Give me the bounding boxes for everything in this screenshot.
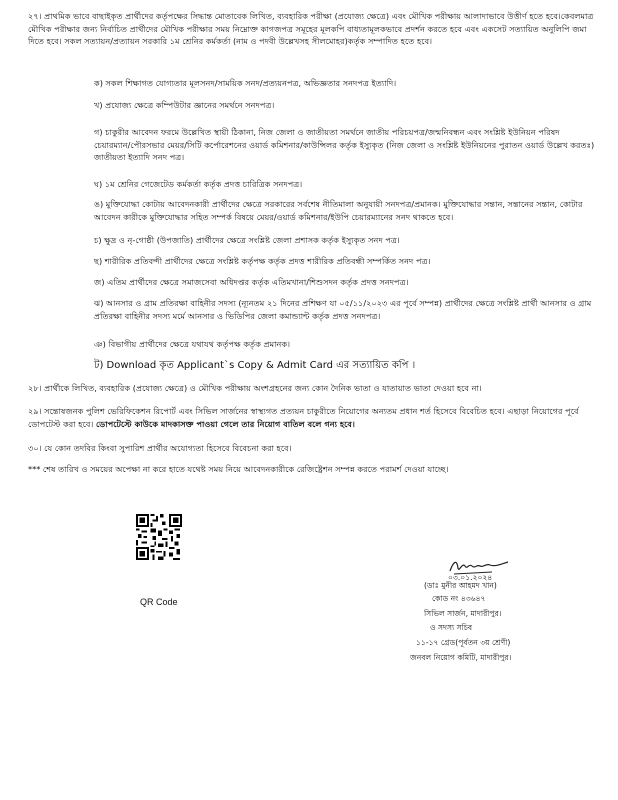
item-nio: ঞ) বিভাগীয় প্রার্থীদের ক্ষেত্রে যথাযথ কর্তৃপক্ষ কর্তৃক প্রমানক। bbox=[94, 339, 291, 349]
clause-29-dope-warning: ডোপটেস্টে কাউকে মাদকাসক্ত পাওয়া গেলে তার নিয়োগ বাতিল বলে গন্য হবে। bbox=[95, 418, 355, 429]
clause-30: ৩০। যে কোন তদবির কিংবা সুপারিশ প্রার্থীর অযোগ্যতা হিসেবে বিবেচনা করা হবে। bbox=[28, 443, 292, 453]
qr-code-caption: QR Code bbox=[140, 597, 178, 607]
item-cha: ছ) শারীরিক প্রতিবন্দী প্রার্থীদের ক্ষেত্রে সংশ্লিষ্ট কর্তৃপক্ষ কর্তৃক প্রদত্ত শারীরিক প্রতিবন্ধী সম্পর্কিত সনদ পত্র। bbox=[94, 256, 431, 266]
item-jha: ঝ) আনসার ও গ্রাম প্রতিরক্ষা বাহিনীর সদস্য (ন্যূনতম ২১ দিনের প্রশিক্ষণ যা ০৫/১১/২০২৩ এর পূর্বে সম্পন্ন) প্রার্থীদের ক্ষেত্রে সংশ্লিষ্ট প্রার্থী আনসার ও গ্রাম প্রতিরক্ষা বাহিনীর সদস্য মর্মে আনসার ও ভিডিপির জেলা কমান্ড্যান্ট কর্তৃক প্রদত্ত সনদপত্র। bbox=[94, 298, 592, 321]
qr-code-image bbox=[136, 514, 182, 560]
signature-date: ০৩.০১.২০২৪ bbox=[448, 573, 493, 582]
clause-27: ২৭। প্রাথমিক ভাবে বাছাইকৃত প্রার্থীদের কর্তৃপক্ষের সিদ্ধান্ত মোতাবেক লিখিত, ব্যবহারিক পরীক্ষা (প্রযোজ্য ক্ষেত্রে) এবং মৌখিক পরীক্ষায় আলাদাভাবে উত্তীর্ণ হতে হবে।কেবলমাত্র মৌখিক পরীক্ষার জন্য নির্বাচিত প্রার্থীদের মৌখিক পরীক্ষার সময় নিম্নোক্ত কাগজপত্র সমূহের মূলকপি বাধ্যতামূলকভাবে প্রদর্শন করতে হবে এবং একসেট সত্যায়িত অনুলিপি জমা দিতে হবে। সকল সত্যায়ন/প্রত্যায়ন সরকারি ১ম শ্রেনির কর্মকর্তা (নাম ও পদবী উল্লেখসহ সীলমোহর)কর্তৃক সম্পাদিত হতে হবে। bbox=[28, 11, 594, 47]
signatory-title: সিভিল সার্জন, মাদারীপুর। bbox=[424, 609, 502, 618]
item-uo: ঙ) মুক্তিযোদ্ধা কোটায় আবেদনকারী প্রার্থীদের ক্ষেত্রে সরকারের সর্বশেষ নীতিমালা অনুযায়ী সনদপত্র/প্রমানক। মুক্তিযোদ্ধার সন্তান, সন্তানের সন্তান, কোটার আবেদন কারীকে মুক্তিযোদ্ধার সহিত সম্পর্ক বিষয়ে মেয়র/ওয়ার্ড কমিশনার/ইউপি চেয়ারম্যানের সনদ থাকতে হবে। bbox=[94, 199, 583, 222]
signatory-name: (ডাঃ মুনীর আহমদ খান) bbox=[424, 581, 497, 590]
clause-29-text: ২৯। সন্তোষজনক পুলিশ ভেরিফিকেশন রিপোর্ট এবং সিভিল সার্জনের স্বাস্থ্যগত প্রত্যয়ন চাকুরীতে নিয়োগের অন্যতম প্রধান শর্ত হিসেবে বিবেচিত হবে। এছাড়া নিয়োগের পূর্বে ডোপটেস্ট করা হবে। bbox=[28, 406, 579, 429]
signatory-grade: ১১-১৭ গ্রেড(পূর্বতন ৩য় শ্রেণী) bbox=[416, 638, 511, 647]
item-ca: চ) ক্ষুদ্র ও নৃ-গোষ্ঠী (উপজাতি) প্রার্থীদের ক্ষেত্রে সংশ্লিষ্ট জেলা প্রশাসক কর্তৃক ইস্যুকৃত সনদ পত্র। bbox=[94, 235, 400, 245]
signatory-committee: জনবল নিয়োগ কমিটি, মাদারীপুর। bbox=[410, 653, 512, 662]
clause-29 bbox=[28, 405, 598, 430]
item-ta: ট) Download কৃত Applicant`s Copy & Admit Card এর সত্যায়িত কপি । bbox=[94, 360, 416, 371]
item-ga: গ) চাকুরীর আবেদন ফরমে উল্লেখিত স্থায়ী ঠিকানা, নিজ জেলা ও জাতীয়তা সমর্থনে জাতীয় পরিচয়পত্র/জন্মনিবন্ধন এবং সংশ্লিষ্ট ইউনিয়ন পরিষদ চেয়ারম্যান/পৌরসভার মেয়র/সিটি কর্পোরেশনের ওয়ার্ড কমিশনার/কাউন্সিলর কর্তৃক ইস্যুকৃত (নিজ জেলা ও সংশ্লিষ্ট ইউনিয়নের পুরাতন ওয়ার্ড উল্লেখ করতঃ) জাতীয়তা ইত্যাদি সনদ পত্র। bbox=[94, 127, 595, 163]
note-registration: *** শেষ তারিখ ও সময়ের অপেক্ষা না করে হাতে যথেষ্ট সময় নিয়ে আবেদনকারীকে রেজিষ্ট্রেশন সম্পন্ন করতে পরামর্শ দেওয়া যাচ্ছে। bbox=[28, 464, 449, 474]
signatory-role: ও সদস্য সচিব bbox=[430, 623, 473, 632]
item-ka: ক) সকল শিক্ষাগত যোগ্যতার মূলসনদ/সাময়িক সনদ/প্রত্যয়নপত্র, অভিজ্ঞতার সনদপত্র ইত্যাদি। bbox=[94, 78, 397, 88]
signatory-code: কোড নং ৪৩৬৪৭ bbox=[432, 594, 486, 603]
item-kha: খ) প্রযোজ্য ক্ষেত্রে কম্পিউটার জ্ঞানের সমর্থনে সনদপত্র। bbox=[94, 100, 275, 110]
clause-28: ২৮। প্রার্থীকে লিখিত, ব্যবহারিক (প্রযোজ্য ক্ষেত্রে) ও মৌখিক পরীক্ষায় অংশগ্রহনের জন্য কোন দৈনিক ভাতা ও যাতায়াত ভাতা দেওয়া হবে না। bbox=[28, 383, 482, 393]
item-ja: জ) এতিম প্রার্থীদের ক্ষেত্রে সমাজসেবা অধিদপ্তর কর্তৃক এতিমখানা/শিশুসদন কর্তৃক প্রদত্ত সনদপত্র। bbox=[94, 277, 409, 287]
item-gha: ঘ) ১ম শ্রেনির গেজেটেড কর্মকর্তা কর্তৃক প্রদত্ত চারিত্রিক সনদপত্র। bbox=[94, 179, 303, 189]
